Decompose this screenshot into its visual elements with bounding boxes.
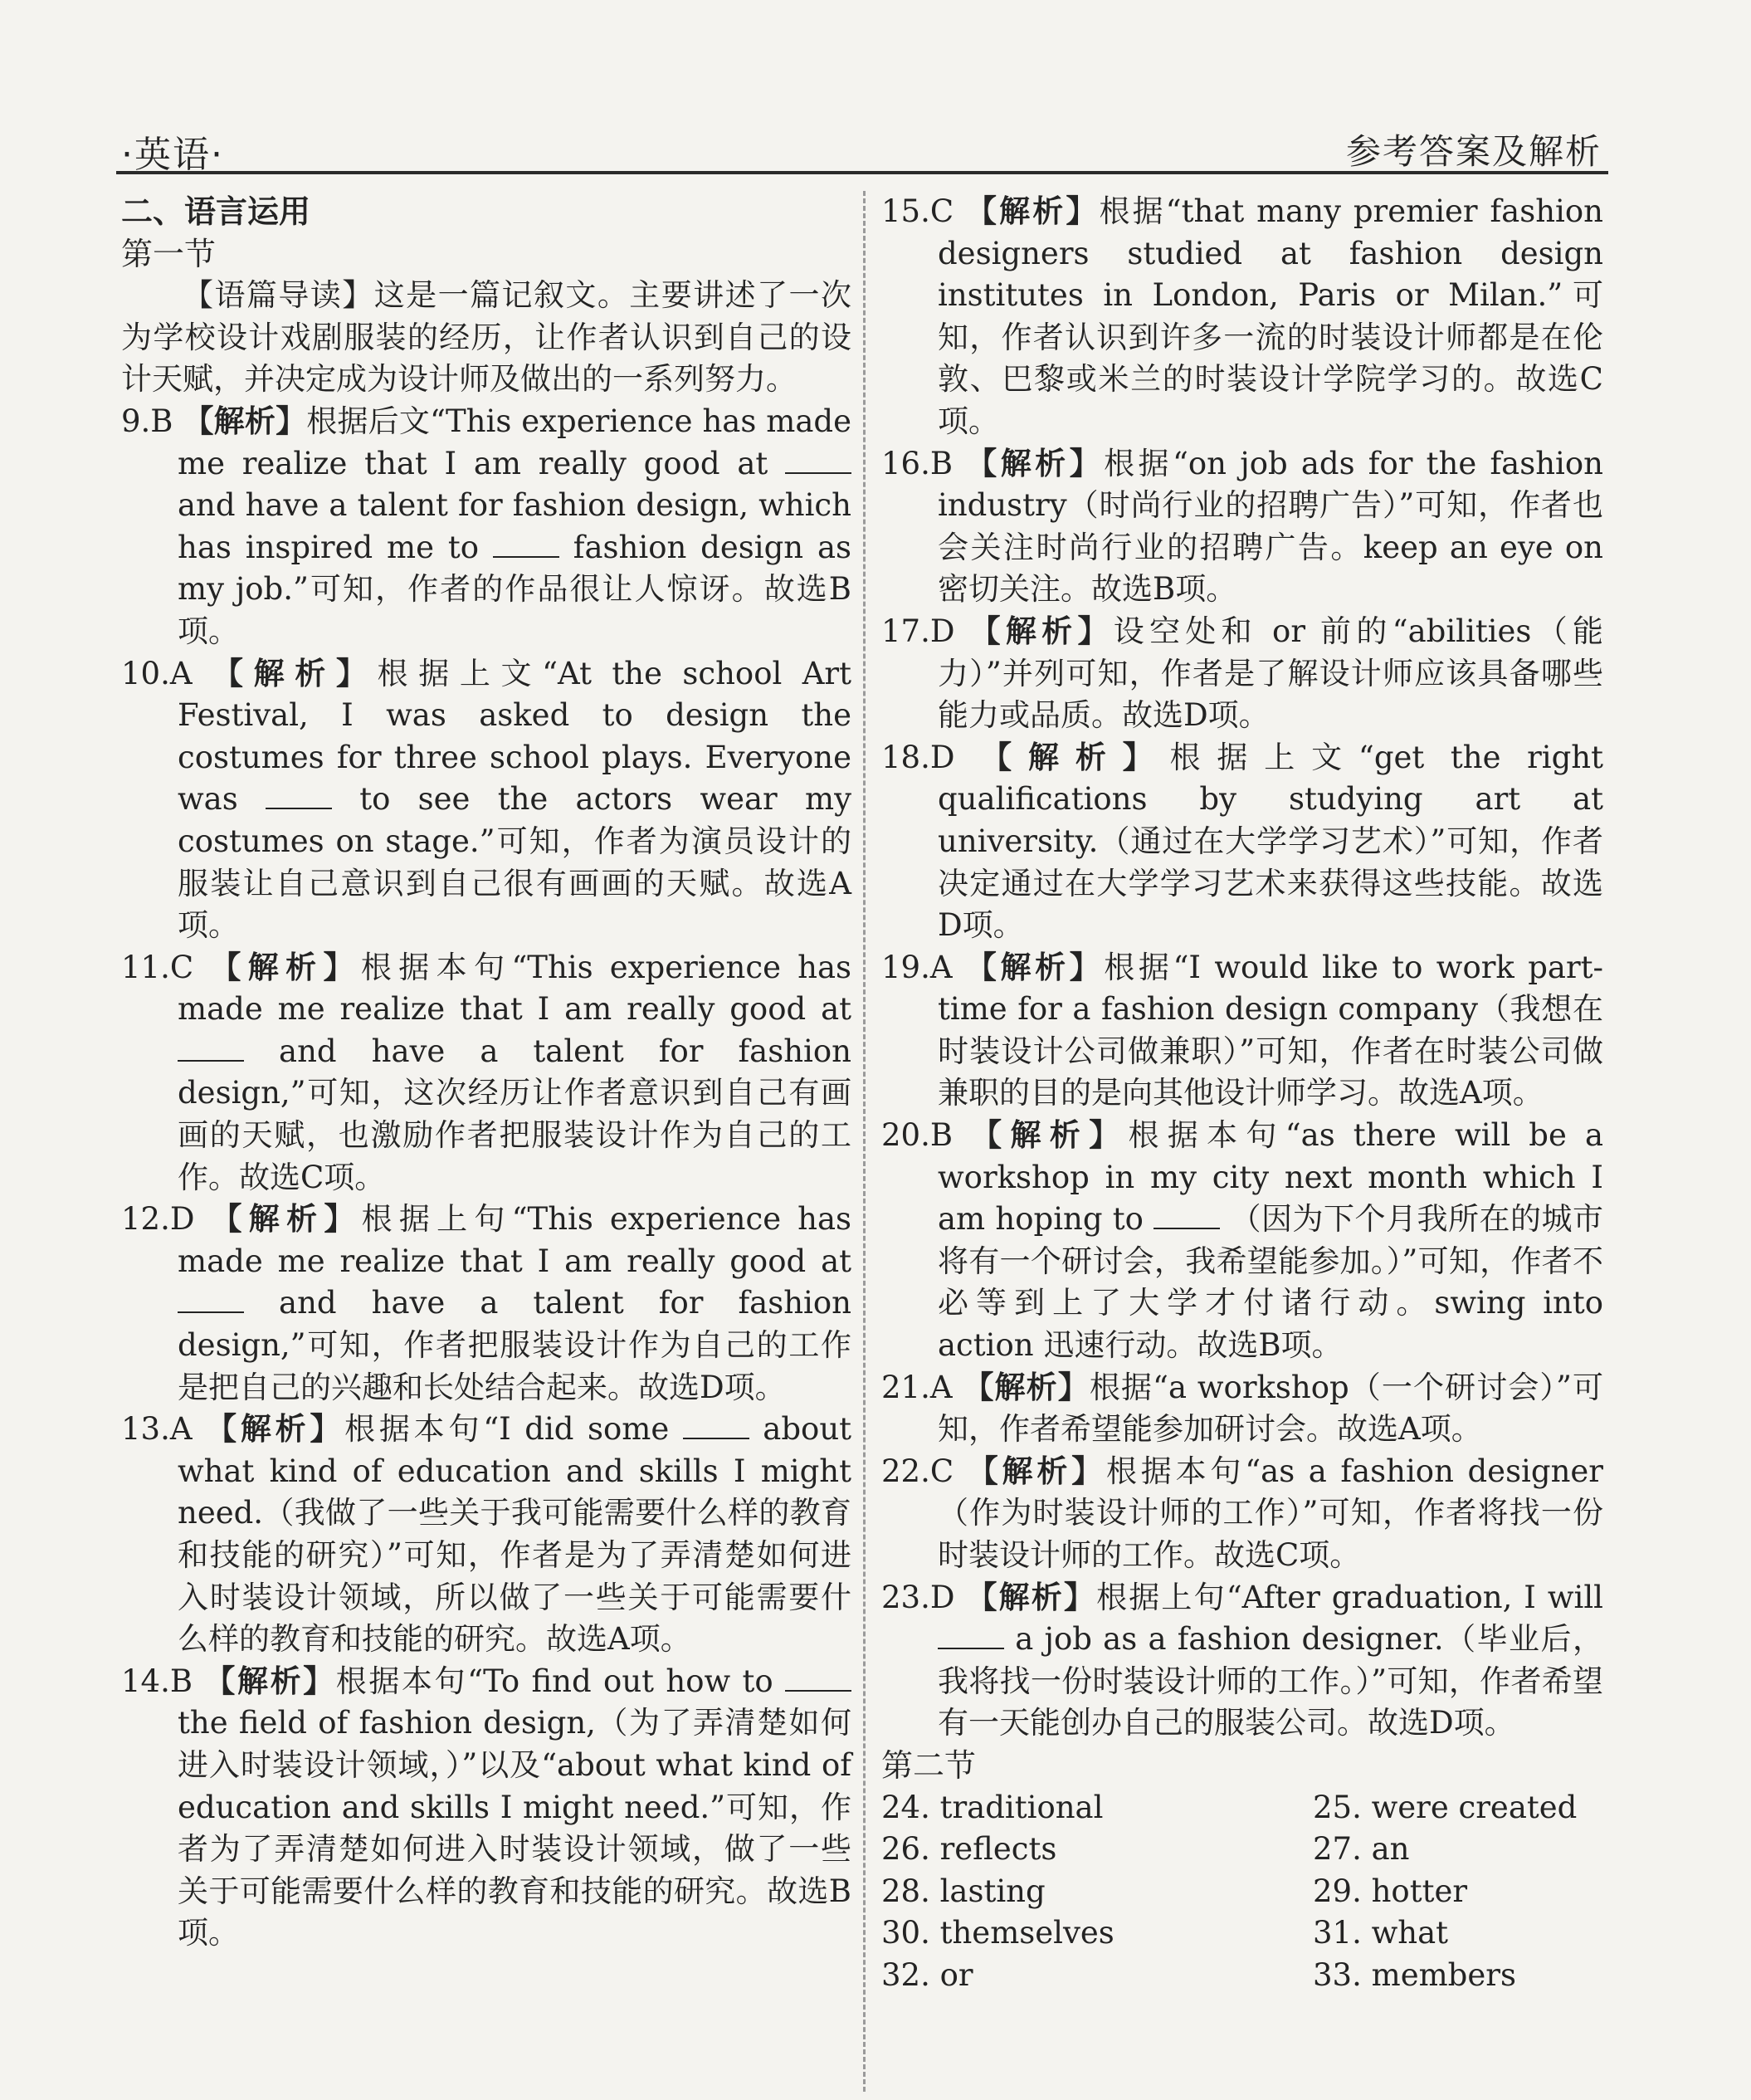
answer-blank — [266, 783, 332, 809]
passage-intro: 【语篇导读】这是一篇记叙文。主要讲述了一次为学校设计戏剧服装的经历，让作者认识到自己的设计天赋，并决定成为设计师及做出的一系列努力。 — [121, 277, 851, 398]
explanation-item — [121, 1199, 851, 1409]
subject-header: ·英语· — [121, 134, 224, 176]
column-divider — [863, 191, 866, 2092]
explanation-text: （因为下个月我所在的城市将有一个研讨会，我希望能参加。）”可知，作者不必等到上了大学才付诸行动。swing into action 迅速行动。故选B项。 — [938, 1201, 1603, 1364]
analysis-tag: 【解析】 — [966, 1579, 1097, 1615]
explanation-item — [881, 1577, 1603, 1745]
item-number: 20.B — [881, 1117, 954, 1154]
explanation-text: about what kind of education and skills I might need.（我做了一些关于我可能需要什么样的教育和技能的研究）”可知，作者是为了弄清楚如何进入时装设计领域，所以做了一些关于可能需要什么样的教育和技能的研究。故选A项。 — [178, 1411, 852, 1658]
answer-blank — [785, 447, 851, 474]
answer-entry: 30. themselves — [881, 1915, 1114, 1951]
explanation-item — [881, 191, 1603, 443]
explanation-item — [121, 947, 851, 1199]
analysis-tag: 【解析】 — [966, 193, 1100, 229]
analysis-tag: 【解析】 — [967, 1453, 1106, 1489]
explanation-text: 根据上文“get the right qualifications by studying art at university.（通过在大学学习艺术）”可知，作者决定通过在大学学习艺术来获得这些技能。故选D项。 — [938, 739, 1604, 944]
explanation-text: and have a talent for fashion design,”可知，这次经历让作者意识到自己有画画的天赋，也激励作者把服装设计作为自己的工作。故选C项。 — [178, 1033, 851, 1195]
answer-entry: 25. were created — [1313, 1789, 1578, 1825]
explanation-text: 根据上文“At the school Art Festival, I was asked to design the costumes for three school plays. Everyone was — [178, 655, 851, 818]
explanation-text: a job as a fashion designer.（毕业后，我将找一份时装设计师的工作。）”可知，作者希望有一天能创办自己的服装公司。故选D项。 — [938, 1621, 1603, 1741]
item-number: 10.A — [121, 655, 193, 691]
analysis-tag: 【解析】 — [963, 1369, 1090, 1405]
explanation-text: and have a talent for fashion design, which has inspired me to — [178, 487, 851, 565]
explanation-item — [121, 401, 851, 653]
item-number: 13.A — [121, 1411, 193, 1448]
right-column — [881, 191, 1603, 1997]
explanation-item — [121, 1409, 851, 1661]
explanation-item — [881, 611, 1603, 737]
analysis-tag: 【解析】 — [183, 403, 307, 439]
explanation-text: 根据本句“as there will be a workshop in my city next month which I am hoping to — [938, 1117, 1604, 1238]
explanation-text: 设空处和 or 前的“abilities（能力）”并列可知，作者是了解设计师应该具备哪些能力或品质。故选D项。 — [938, 613, 1604, 734]
analysis-tag: 【解析】 — [971, 1117, 1129, 1154]
answer-blank — [493, 531, 559, 558]
answer-entry: 27. an — [1313, 1831, 1410, 1868]
header-rule — [116, 171, 1608, 174]
item-number: 18.D — [881, 739, 955, 775]
item-number: 17.D — [881, 613, 955, 649]
explanation-item — [881, 1451, 1603, 1577]
answer-blank — [785, 1665, 851, 1692]
explanation-text: to see the actors wear my costumes on stage.”可知，作者为演员设计的服装让自己意识到自己很有画画的天赋。故选A项。 — [178, 781, 851, 944]
explanation-text: 根据本句“To find out how to — [335, 1663, 773, 1699]
analysis-tag: 【解析】 — [212, 655, 378, 691]
item-number: 15.C — [881, 193, 954, 229]
answer-entry: 33. members — [1313, 1956, 1516, 1993]
analysis-tag: 【解析】 — [981, 739, 1170, 775]
item-number: 19.A — [881, 949, 953, 985]
explanation-item — [881, 1367, 1603, 1451]
answer-entry: 26. reflects — [881, 1831, 1057, 1868]
answer-blank — [178, 1035, 244, 1062]
explanation-item — [881, 443, 1603, 611]
answer-blank — [938, 1623, 1004, 1649]
answer-entry: 32. or — [881, 1956, 973, 1993]
left-items — [121, 401, 851, 1955]
explanation-item — [121, 1661, 851, 1955]
explanation-item — [881, 1115, 1603, 1367]
item-number: 14.B — [121, 1663, 193, 1699]
analysis-tag: 【解析】 — [969, 613, 1114, 649]
analysis-tag: 【解析】 — [966, 445, 1105, 481]
answer-blank — [178, 1287, 244, 1313]
explanation-item — [881, 737, 1603, 947]
answer-entry: 31. what — [1313, 1915, 1449, 1951]
answers-grid — [881, 1787, 1603, 1997]
answer-entry: 29. hotter — [1313, 1873, 1468, 1909]
analysis-tag: 【解析】 — [204, 1663, 336, 1699]
section-title: 二、语言运用 — [121, 193, 311, 230]
explanation-text: 根据本句“This experience has made me realize that I am really good at — [178, 949, 852, 1028]
item-number: 22.C — [881, 1453, 954, 1489]
explanation-text: and have a talent for fashion design,”可知，作者把服装设计作为自己的工作是把自己的兴趣和长处结合起来。故选D项。 — [178, 1285, 851, 1405]
explanation-text: 根据本句“as a fashion designer（作为时装设计师的工作）”可知，作者将找一份时装设计师的工作。故选C项。 — [938, 1453, 1603, 1573]
explanation-text: 根据后文“This experience has made me realize that I am really good at — [178, 403, 852, 481]
item-number: 12.D — [121, 1201, 195, 1238]
answer-blank — [1154, 1203, 1220, 1229]
answer-key-header: 参考答案及解析 — [1345, 131, 1602, 172]
analysis-tag: 【解析】 — [206, 1411, 345, 1448]
explanation-text: 根据“that many premier fashion designers studied at fashion design institutes in London, Paris or Milan.”可知，作者认识到许多一流的时装设计师都是在伦敦、巴黎或米兰的时装设计学院学习的。故选C项。 — [938, 193, 1603, 439]
item-number: 9.B — [121, 403, 173, 439]
part1-title: 第一节 — [121, 235, 217, 272]
left-column — [121, 191, 851, 1955]
item-number: 21.A — [881, 1369, 953, 1405]
explanation-text: the field of fashion design,（为了弄清楚如何进入时装设计领域，）”以及“about what kind of education and skills I might need.”可知，作者为了弄清楚如何进入时装设计领域，做了一些关于可能需要什么样的教育和技能的研究。故选B项。 — [178, 1705, 851, 1951]
analysis-tag: 【解析】 — [211, 1201, 362, 1238]
explanation-text: 根据上句“After graduation, I will — [1096, 1579, 1604, 1615]
explanation-text: fashion design as my job.”可知，作者的作品很让人惊讶。故选B项。 — [178, 529, 852, 649]
item-number: 23.D — [881, 1579, 955, 1615]
explanation-text: 根据本句“I did some — [344, 1411, 670, 1448]
explanation-item — [121, 653, 851, 947]
answer-blank — [683, 1413, 749, 1439]
explanation-text: 根据“I would like to work part-time for a fashion design company（我想在时装设计公司做兼职）”可知，作者在时装公司做兼职的目的是向其他设计师学习。故选A项。 — [938, 949, 1604, 1111]
analysis-tag: 【解析】 — [210, 949, 361, 985]
item-number: 11.C — [121, 949, 194, 985]
explanation-item — [881, 947, 1603, 1115]
answer-entry: 28. lasting — [881, 1873, 1046, 1909]
part2-title: 第二节 — [881, 1746, 977, 1784]
explanation-text: 根据上句“This experience has made me realize that I am really good at — [178, 1201, 852, 1279]
right-items — [881, 191, 1603, 1745]
item-number: 16.B — [881, 445, 954, 481]
analysis-tag: 【解析】 — [965, 949, 1105, 985]
explanation-text: 根据“a workshop（一个研讨会）”可知，作者希望能参加研讨会。故选A项。 — [938, 1369, 1604, 1448]
explanation-text: 根据“on job ads for the fashion industry（时尚行业的招聘广告）”可知，作者也会关注时尚行业的招聘广告。keep an eye on 密切关注。故选B项。 — [938, 445, 1603, 608]
answer-entry: 24. traditional — [881, 1789, 1104, 1825]
